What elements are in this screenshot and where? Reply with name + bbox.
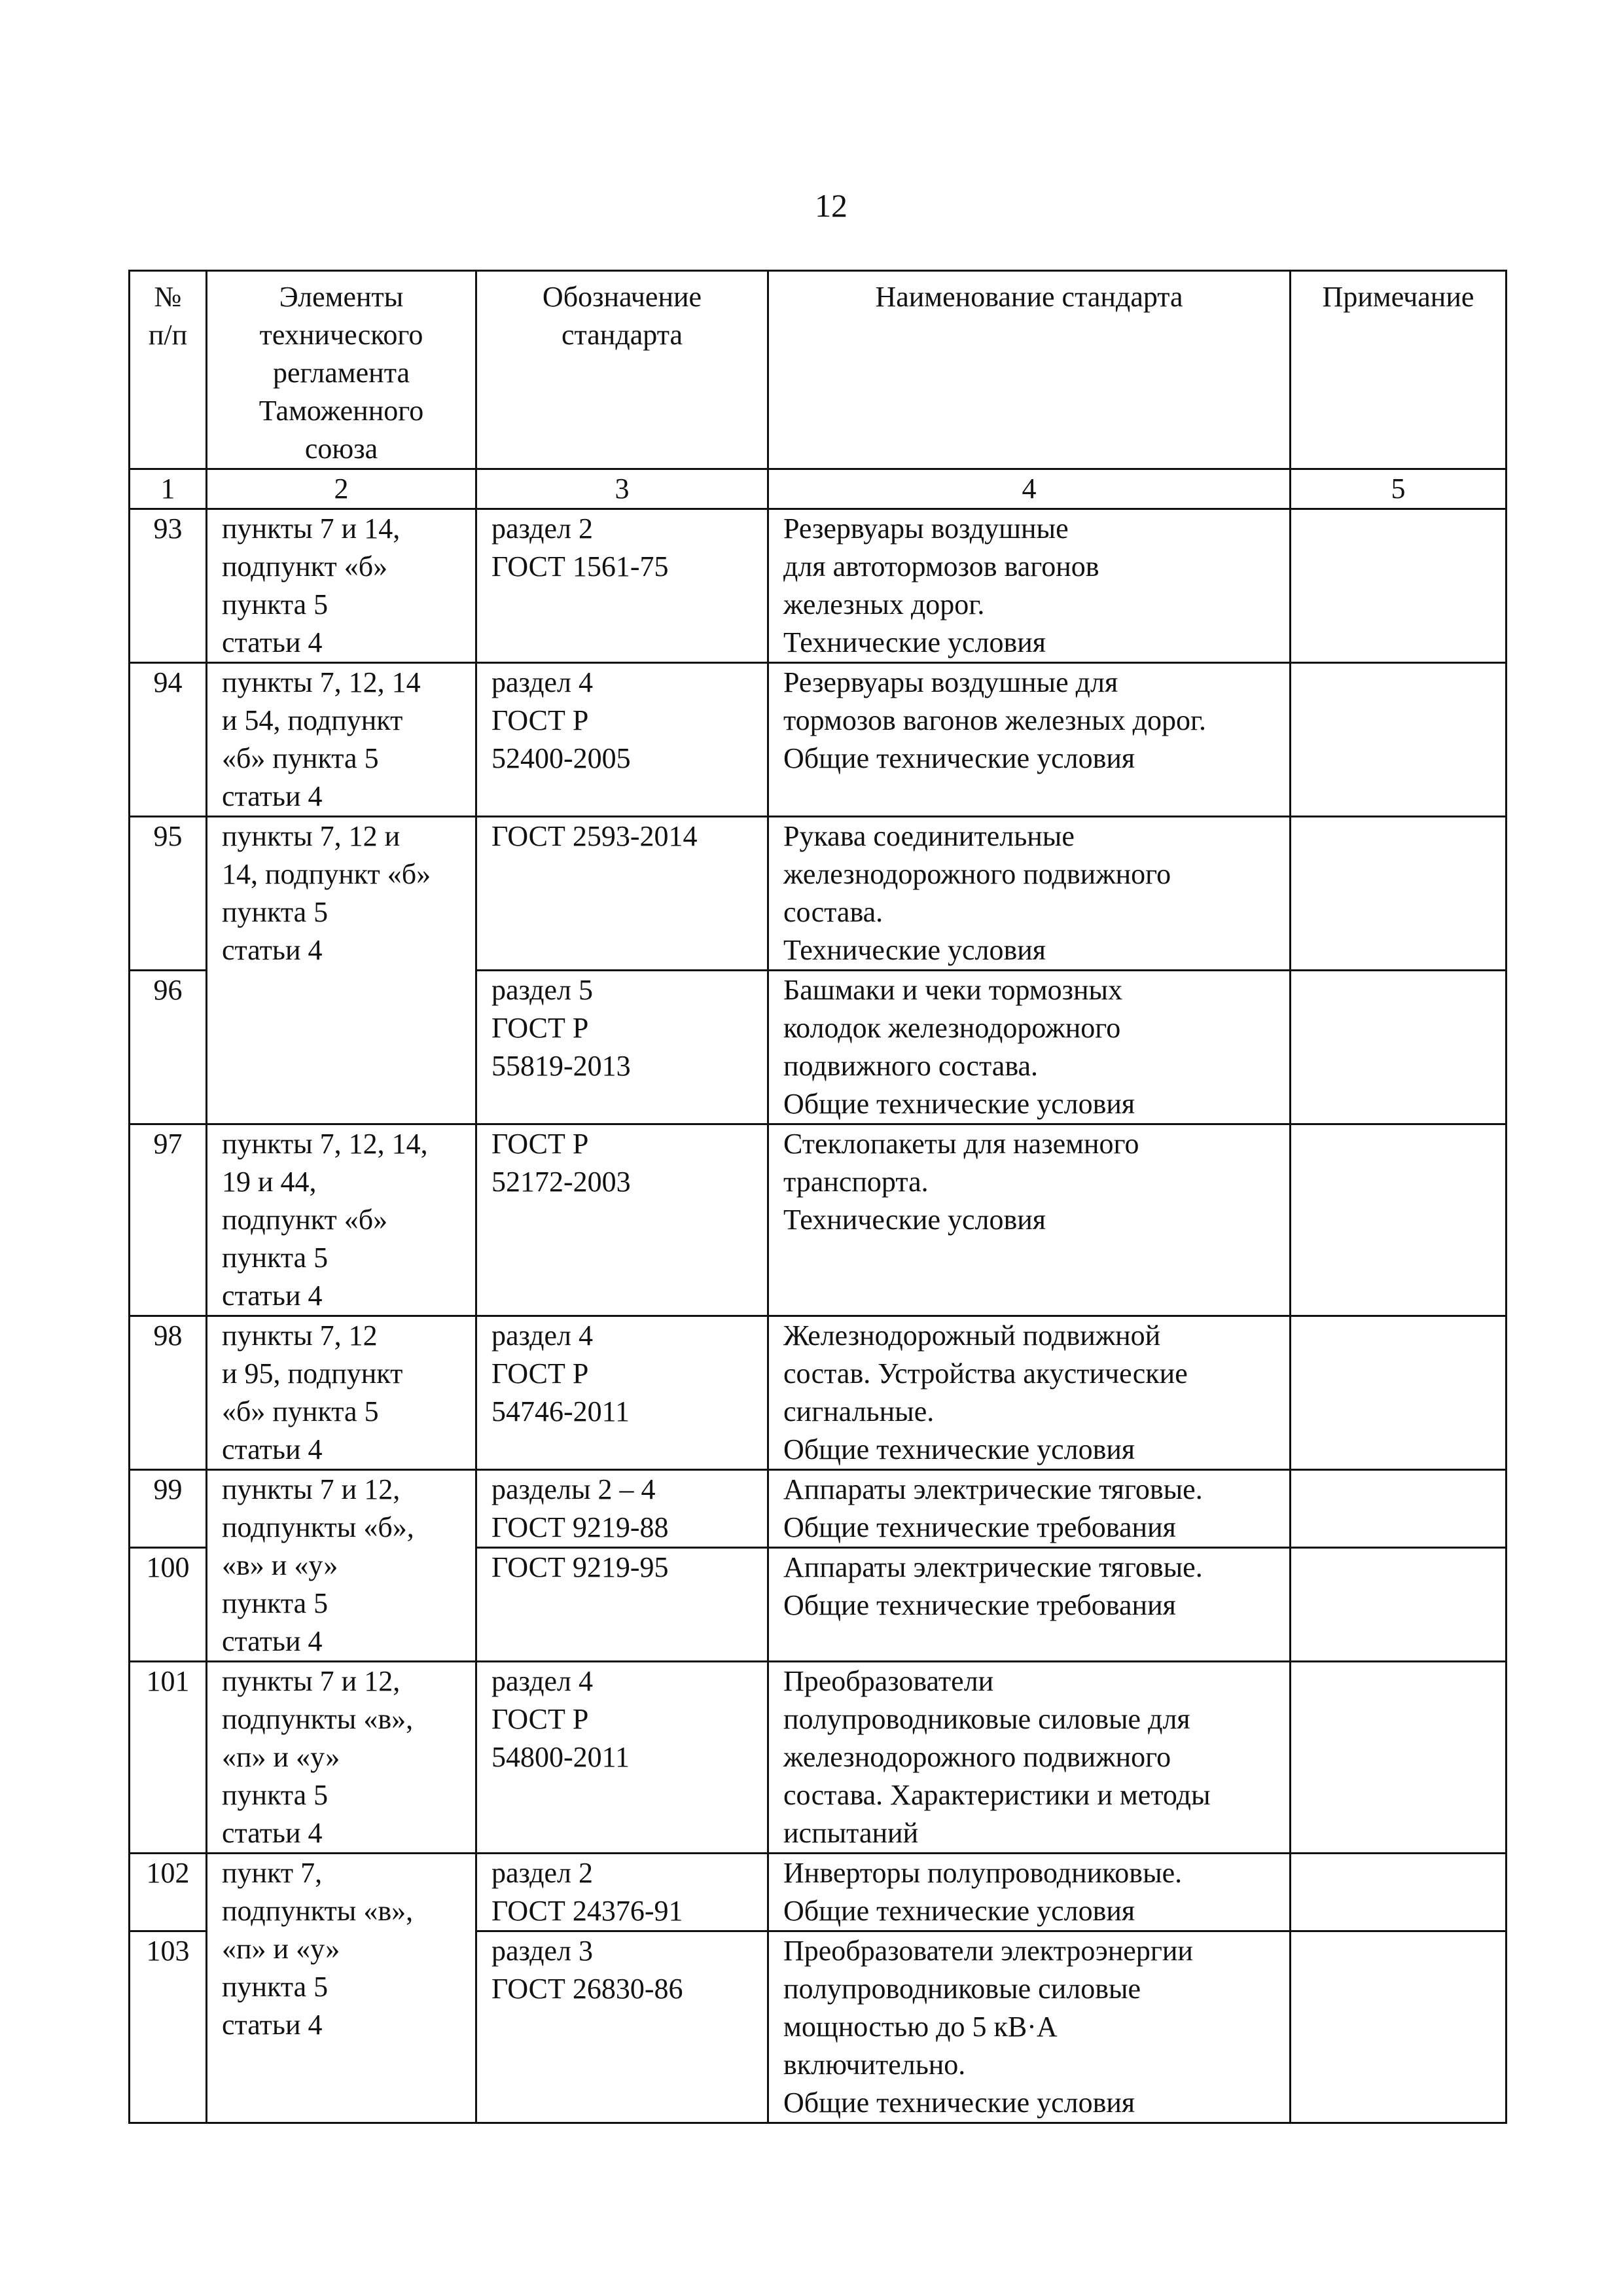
row-number: 100 [130, 1548, 207, 1662]
row-designation: раздел 4 ГОСТ Р 54746-2011 [476, 1316, 768, 1470]
table-row [130, 1124, 1507, 1316]
row-note [1291, 1854, 1507, 1931]
row-note [1291, 1316, 1507, 1470]
table-row [130, 1854, 1507, 1931]
header-designation: Обозначение стандарта [476, 271, 768, 469]
row-number: 101 [130, 1662, 207, 1854]
row-designation: раздел 5 ГОСТ Р 55819-2013 [476, 971, 768, 1124]
table-header-row [130, 271, 1507, 469]
row-designation: раздел 4 ГОСТ Р 52400-2005 [476, 663, 768, 817]
row-designation: ГОСТ 2593-2014 [476, 817, 768, 971]
row-elements: пункты 7 и 14, подпункт «б» пункта 5 статьи 4 [207, 509, 476, 663]
header-standard-name: Наименование стандарта [768, 271, 1291, 469]
row-designation: раздел 2 ГОСТ 1561-75 [476, 509, 768, 663]
row-elements: пункты 7, 12 и 14, подпункт «б» пункта 5 статьи 4 [207, 817, 476, 1124]
row-note [1291, 817, 1507, 971]
row-elements: пункт 7, подпункты «в», «п» и «у» пункта 5 статьи 4 [207, 1854, 476, 2123]
column-number: 4 [768, 469, 1291, 509]
row-number: 94 [130, 663, 207, 817]
table-row [130, 509, 1507, 663]
row-standard-name: Преобразователи полупроводниковые силовые для железнодорожного подвижного состава. Характеристики и методы испытаний [768, 1662, 1291, 1854]
row-standard-name: Железнодорожный подвижной состав. Устройства акустические сигнальные. Общие технические условия [768, 1316, 1291, 1470]
row-note [1291, 1470, 1507, 1548]
header-number: № п/п [130, 271, 207, 469]
row-number: 93 [130, 509, 207, 663]
column-number: 2 [207, 469, 476, 509]
row-elements: пункты 7 и 12, подпункты «в», «п» и «у» пункта 5 статьи 4 [207, 1662, 476, 1854]
row-standard-name: Инверторы полупроводниковые. Общие технические условия [768, 1854, 1291, 1931]
row-number: 96 [130, 971, 207, 1124]
standards-table [128, 270, 1507, 2124]
row-number: 97 [130, 1124, 207, 1316]
table-row [130, 663, 1507, 817]
row-number: 102 [130, 1854, 207, 1931]
page-number: 12 [815, 187, 847, 224]
table-row [130, 1662, 1507, 1854]
row-standard-name: Стеклопакеты для наземного транспорта. Технические условия [768, 1124, 1291, 1316]
row-note [1291, 1124, 1507, 1316]
row-standard-name: Преобразователи электроэнергии полупроводниковые силовые мощностью до 5 кВ·А включительно. Общие технические условия [768, 1931, 1291, 2123]
row-designation: раздел 2 ГОСТ 24376-91 [476, 1854, 768, 1931]
row-standard-name: Резервуары воздушные для тормозов вагонов железных дорог. Общие технические условия [768, 663, 1291, 817]
column-number: 5 [1291, 469, 1507, 509]
row-standard-name: Аппараты электрические тяговые. Общие технические требования [768, 1470, 1291, 1548]
column-number: 1 [130, 469, 207, 509]
row-standard-name: Аппараты электрические тяговые. Общие технические требования [768, 1548, 1291, 1662]
row-elements: пункты 7 и 12, подпункты «б», «в» и «у» пункта 5 статьи 4 [207, 1470, 476, 1662]
row-elements: пункты 7, 12, 14 и 54, подпункт «б» пункта 5 статьи 4 [207, 663, 476, 817]
table-row [130, 1316, 1507, 1470]
row-designation: ГОСТ Р 52172-2003 [476, 1124, 768, 1316]
row-elements: пункты 7, 12 и 95, подпункт «б» пункта 5 статьи 4 [207, 1316, 476, 1470]
row-note [1291, 509, 1507, 663]
row-designation: раздел 3 ГОСТ 26830-86 [476, 1931, 768, 2123]
table-row [130, 817, 1507, 971]
row-designation: разделы 2 – 4 ГОСТ 9219-88 [476, 1470, 768, 1548]
row-note [1291, 663, 1507, 817]
column-number: 3 [476, 469, 768, 509]
row-number: 98 [130, 1316, 207, 1470]
row-standard-name: Башмаки и чеки тормозных колодок железнодорожного подвижного состава. Общие технические условия [768, 971, 1291, 1124]
row-note [1291, 1662, 1507, 1854]
row-note [1291, 1931, 1507, 2123]
row-note [1291, 1548, 1507, 1662]
row-standard-name: Резервуары воздушные для автотормозов вагонов железных дорог. Технические условия [768, 509, 1291, 663]
row-elements: пункты 7, 12, 14, 19 и 44, подпункт «б» пункта 5 статьи 4 [207, 1124, 476, 1316]
row-designation: раздел 4 ГОСТ Р 54800-2011 [476, 1662, 768, 1854]
header-elements: Элементы технического регламента Таможенного союза [207, 271, 476, 469]
row-number: 99 [130, 1470, 207, 1548]
row-note [1291, 971, 1507, 1124]
row-number: 103 [130, 1931, 207, 2123]
row-standard-name: Рукава соединительные железнодорожного подвижного состава. Технические условия [768, 817, 1291, 971]
row-designation: ГОСТ 9219-95 [476, 1548, 768, 1662]
header-note: Примечание [1291, 271, 1507, 469]
row-number: 95 [130, 817, 207, 971]
table-row [130, 1470, 1507, 1548]
column-number-row [130, 469, 1507, 509]
